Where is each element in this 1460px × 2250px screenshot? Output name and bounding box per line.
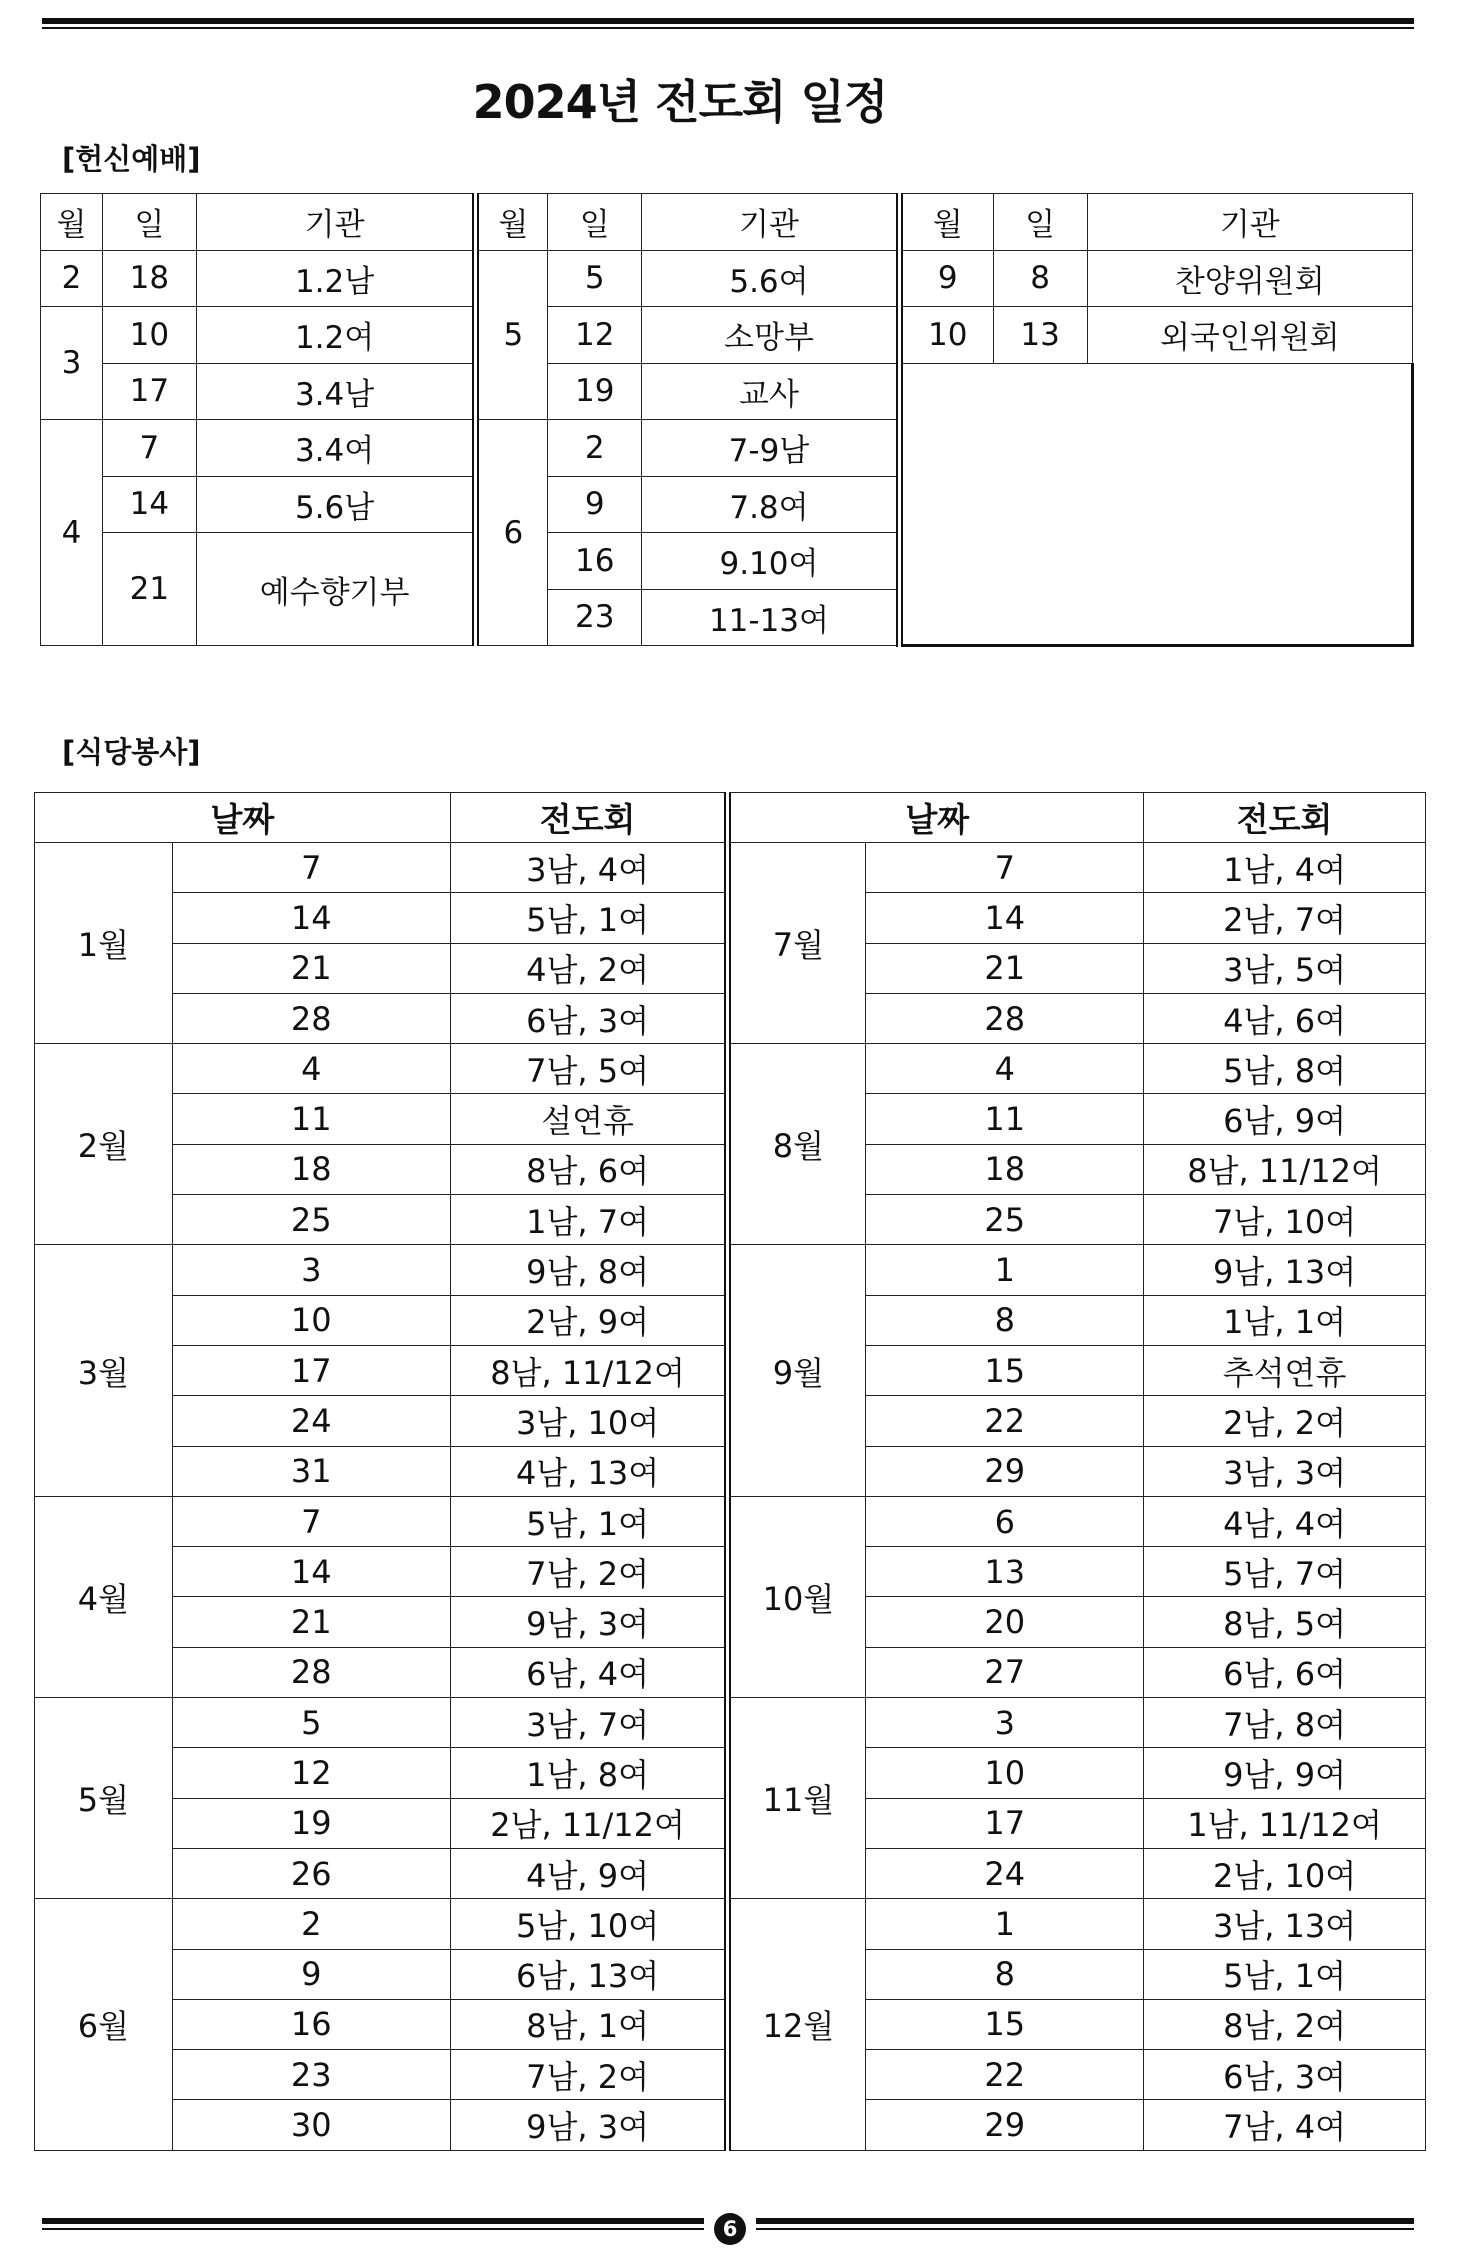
date-cell: 14 xyxy=(866,893,1144,943)
group-cell: 4남, 2여 xyxy=(450,943,728,993)
date-cell: 10 xyxy=(172,1295,450,1345)
date-cell: 28 xyxy=(172,1647,450,1697)
date-cell: 11 xyxy=(866,1094,1144,1144)
org-cell: 외국인위원회 xyxy=(1087,307,1412,364)
group-cell: 8남, 5여 xyxy=(1144,1597,1426,1647)
org-cell: 7-9남 xyxy=(642,420,900,477)
section-label-kitchen: [식당봉사] xyxy=(62,735,201,769)
header-cell: 일 xyxy=(993,194,1087,251)
table-row xyxy=(35,1044,1426,1094)
group-cell: 2남, 11/12여 xyxy=(450,1798,728,1848)
month-cell: 4월 xyxy=(35,1496,173,1697)
date-cell: 5 xyxy=(172,1698,450,1748)
group-cell: 8남, 11/12여 xyxy=(450,1345,728,1395)
header-group: 전도회 xyxy=(450,793,728,843)
date-cell: 15 xyxy=(866,1345,1144,1395)
date-cell: 16 xyxy=(172,1999,450,2049)
group-cell: 9남, 13여 xyxy=(1144,1245,1426,1295)
date-cell: 10 xyxy=(866,1748,1144,1798)
date-cell: 14 xyxy=(172,1547,450,1597)
group-cell: 9남, 8여 xyxy=(450,1245,728,1295)
group-cell: 3남, 3여 xyxy=(1144,1446,1426,1496)
date-cell: 17 xyxy=(172,1345,450,1395)
month-cell: 9월 xyxy=(728,1245,866,1496)
group-cell: 6남, 3여 xyxy=(1144,2050,1426,2100)
org-cell: 3.4여 xyxy=(196,420,476,477)
group-cell: 2남, 10여 xyxy=(1144,1848,1426,1898)
org-cell: 5.6남 xyxy=(196,476,476,533)
header-cell: 일 xyxy=(548,194,642,251)
day-cell: 13 xyxy=(993,307,1087,364)
day-cell: 8 xyxy=(993,250,1087,307)
header-cell: 월 xyxy=(476,194,548,251)
group-cell: 3남, 13여 xyxy=(1144,1899,1426,1949)
date-cell: 6 xyxy=(866,1496,1144,1546)
group-cell: 5남, 1여 xyxy=(1144,1949,1426,1999)
date-cell: 13 xyxy=(866,1547,1144,1597)
group-cell: 추석연휴 xyxy=(1144,1345,1426,1395)
org-cell: 교사 xyxy=(642,363,900,420)
month-cell: 2월 xyxy=(35,1044,173,1245)
date-cell: 30 xyxy=(172,2100,450,2150)
month-cell: 6 xyxy=(476,420,548,646)
header-cell: 월 xyxy=(899,194,993,251)
group-cell: 1남, 4여 xyxy=(1144,843,1426,893)
date-cell: 2 xyxy=(172,1899,450,1949)
group-cell: 8남, 1여 xyxy=(450,1999,728,2049)
group-cell: 1남, 1여 xyxy=(1144,1295,1426,1345)
date-cell: 19 xyxy=(172,1798,450,1848)
bottom-rule-left xyxy=(42,2218,704,2224)
date-cell: 18 xyxy=(866,1144,1144,1194)
day-cell: 21 xyxy=(102,533,196,646)
group-cell: 3남, 10여 xyxy=(450,1396,728,1446)
date-cell: 8 xyxy=(866,1295,1144,1345)
date-cell: 20 xyxy=(866,1597,1144,1647)
date-cell: 29 xyxy=(866,1446,1144,1496)
date-cell: 4 xyxy=(866,1044,1144,1094)
month-cell: 3월 xyxy=(35,1245,173,1496)
day-cell: 23 xyxy=(548,589,642,646)
group-cell: 8남, 2여 xyxy=(1144,1999,1426,2049)
month-cell: 9 xyxy=(899,250,993,307)
group-cell: 1남, 11/12여 xyxy=(1144,1798,1426,1848)
org-cell: 1.2남 xyxy=(196,250,476,307)
date-cell: 12 xyxy=(172,1748,450,1798)
org-cell: 3.4남 xyxy=(196,363,476,420)
month-cell: 4 xyxy=(41,420,103,646)
date-cell: 7 xyxy=(172,1496,450,1546)
org-cell: 5.6여 xyxy=(642,250,900,307)
group-cell: 6남, 9여 xyxy=(1144,1094,1426,1144)
page-number: 6 xyxy=(714,2213,746,2245)
date-cell: 1 xyxy=(866,1899,1144,1949)
date-cell: 17 xyxy=(866,1798,1144,1848)
date-cell: 14 xyxy=(172,893,450,943)
month-cell: 7월 xyxy=(728,843,866,1044)
date-cell: 21 xyxy=(172,1597,450,1647)
group-cell: 8남, 6여 xyxy=(450,1144,728,1194)
bottom-rule-right-thin xyxy=(756,2228,1414,2230)
group-cell: 9남, 9여 xyxy=(1144,1748,1426,1798)
table-row xyxy=(41,363,1413,420)
day-cell: 9 xyxy=(548,476,642,533)
date-cell: 15 xyxy=(866,1999,1144,2049)
group-cell: 9남, 3여 xyxy=(450,2100,728,2150)
day-cell: 16 xyxy=(548,533,642,590)
group-cell: 7남, 2여 xyxy=(450,1547,728,1597)
group-cell: 5남, 10여 xyxy=(450,1899,728,1949)
top-rule xyxy=(42,18,1414,24)
group-cell: 4남, 13여 xyxy=(450,1446,728,1496)
month-cell: 6월 xyxy=(35,1899,173,2150)
table-header-row xyxy=(35,793,1426,843)
group-cell: 설연휴 xyxy=(450,1094,728,1144)
date-cell: 9 xyxy=(172,1949,450,1999)
day-cell: 10 xyxy=(102,307,196,364)
header-cell: 일 xyxy=(102,194,196,251)
group-cell: 7남, 4여 xyxy=(1144,2100,1426,2150)
table-row xyxy=(35,1245,1426,1295)
header-group: 전도회 xyxy=(1144,793,1426,843)
date-cell: 23 xyxy=(172,2050,450,2100)
table-row xyxy=(35,1496,1426,1546)
day-cell: 17 xyxy=(102,363,196,420)
date-cell: 1 xyxy=(866,1245,1144,1295)
day-cell: 5 xyxy=(548,250,642,307)
group-cell: 1남, 8여 xyxy=(450,1748,728,1798)
group-cell: 7남, 8여 xyxy=(1144,1698,1426,1748)
group-cell: 5남, 8여 xyxy=(1144,1044,1426,1094)
header-cell: 기관 xyxy=(642,194,900,251)
date-cell: 28 xyxy=(172,993,450,1043)
date-cell: 8 xyxy=(866,1949,1144,1999)
group-cell: 7남, 10여 xyxy=(1144,1195,1426,1245)
group-cell: 3남, 7여 xyxy=(450,1698,728,1748)
group-cell: 6남, 4여 xyxy=(450,1647,728,1697)
org-cell: 소망부 xyxy=(642,307,900,364)
day-cell: 19 xyxy=(548,363,642,420)
table-row xyxy=(41,307,1413,364)
month-cell: 10 xyxy=(899,307,993,364)
header-cell: 기관 xyxy=(196,194,476,251)
bottom-rule-left-thin xyxy=(42,2228,704,2230)
date-cell: 21 xyxy=(866,943,1144,993)
section-label-devotion: [헌신예배] xyxy=(62,142,201,176)
group-cell: 7남, 2여 xyxy=(450,2050,728,2100)
group-cell: 5남, 7여 xyxy=(1144,1547,1426,1597)
date-cell: 22 xyxy=(866,1396,1144,1446)
org-cell: 찬양위원회 xyxy=(1087,250,1412,307)
group-cell: 7남, 5여 xyxy=(450,1044,728,1094)
bottom-rule-right xyxy=(756,2218,1414,2224)
table-row xyxy=(35,1899,1426,1949)
date-cell: 27 xyxy=(866,1647,1144,1697)
group-cell: 9남, 3여 xyxy=(450,1597,728,1647)
date-cell: 7 xyxy=(866,843,1144,893)
date-cell: 28 xyxy=(866,993,1144,1043)
day-cell: 14 xyxy=(102,476,196,533)
month-cell: 12월 xyxy=(728,1899,866,2150)
org-cell: 1.2여 xyxy=(196,307,476,364)
org-cell: 9.10여 xyxy=(642,533,900,590)
group-cell: 6남, 6여 xyxy=(1144,1647,1426,1697)
group-cell: 2남, 9여 xyxy=(450,1295,728,1345)
group-cell: 6남, 3여 xyxy=(450,993,728,1043)
date-cell: 22 xyxy=(866,2050,1144,2100)
group-cell: 5남, 1여 xyxy=(450,893,728,943)
group-cell: 2남, 7여 xyxy=(1144,893,1426,943)
date-cell: 25 xyxy=(866,1195,1144,1245)
date-cell: 25 xyxy=(172,1195,450,1245)
org-cell: 예수향기부 xyxy=(196,533,476,646)
month-cell: 5 xyxy=(476,250,548,420)
date-cell: 24 xyxy=(172,1396,450,1446)
group-cell: 4남, 6여 xyxy=(1144,993,1426,1043)
table-row xyxy=(41,250,1413,307)
table-row xyxy=(35,1698,1426,1748)
header-date: 날짜 xyxy=(728,793,1144,843)
day-cell: 12 xyxy=(548,307,642,364)
date-cell: 18 xyxy=(172,1144,450,1194)
group-cell: 4남, 4여 xyxy=(1144,1496,1426,1546)
month-cell: 3 xyxy=(41,307,103,420)
date-cell: 29 xyxy=(866,2100,1144,2150)
day-cell: 18 xyxy=(102,250,196,307)
header-cell: 월 xyxy=(41,194,103,251)
date-cell: 24 xyxy=(866,1848,1144,1898)
group-cell: 8남, 11/12여 xyxy=(1144,1144,1426,1194)
devotion-service-table xyxy=(40,193,1414,647)
table-header-row xyxy=(41,194,1413,251)
month-cell: 11월 xyxy=(728,1698,866,1899)
header-date: 날짜 xyxy=(35,793,451,843)
date-cell: 31 xyxy=(172,1446,450,1496)
kitchen-service-table xyxy=(34,792,1426,2151)
date-cell: 21 xyxy=(172,943,450,993)
group-cell: 3남, 4여 xyxy=(450,843,728,893)
group-cell: 4남, 9여 xyxy=(450,1848,728,1898)
org-cell: 7.8여 xyxy=(642,476,900,533)
group-cell: 3남, 5여 xyxy=(1144,943,1426,993)
org-cell: 11-13여 xyxy=(642,589,900,646)
month-cell: 5월 xyxy=(35,1698,173,1899)
month-cell: 10월 xyxy=(728,1496,866,1697)
header-cell: 기관 xyxy=(1087,194,1412,251)
month-cell: 2 xyxy=(41,250,103,307)
date-cell: 3 xyxy=(866,1698,1144,1748)
day-cell: 2 xyxy=(548,420,642,477)
month-cell: 8월 xyxy=(728,1044,866,1245)
group-cell: 5남, 1여 xyxy=(450,1496,728,1546)
date-cell: 11 xyxy=(172,1094,450,1144)
date-cell: 3 xyxy=(172,1245,450,1295)
group-cell: 1남, 7여 xyxy=(450,1195,728,1245)
date-cell: 7 xyxy=(172,843,450,893)
date-cell: 4 xyxy=(172,1044,450,1094)
page-title: 2024년 전도회 일정 xyxy=(472,75,888,129)
group-cell: 2남, 2여 xyxy=(1144,1396,1426,1446)
top-rule-thin xyxy=(42,27,1414,29)
group-cell: 6남, 13여 xyxy=(450,1949,728,1999)
date-cell: 26 xyxy=(172,1848,450,1898)
month-cell: 1월 xyxy=(35,843,173,1044)
empty-area xyxy=(899,363,1412,646)
table-row xyxy=(35,843,1426,893)
day-cell: 7 xyxy=(102,420,196,477)
